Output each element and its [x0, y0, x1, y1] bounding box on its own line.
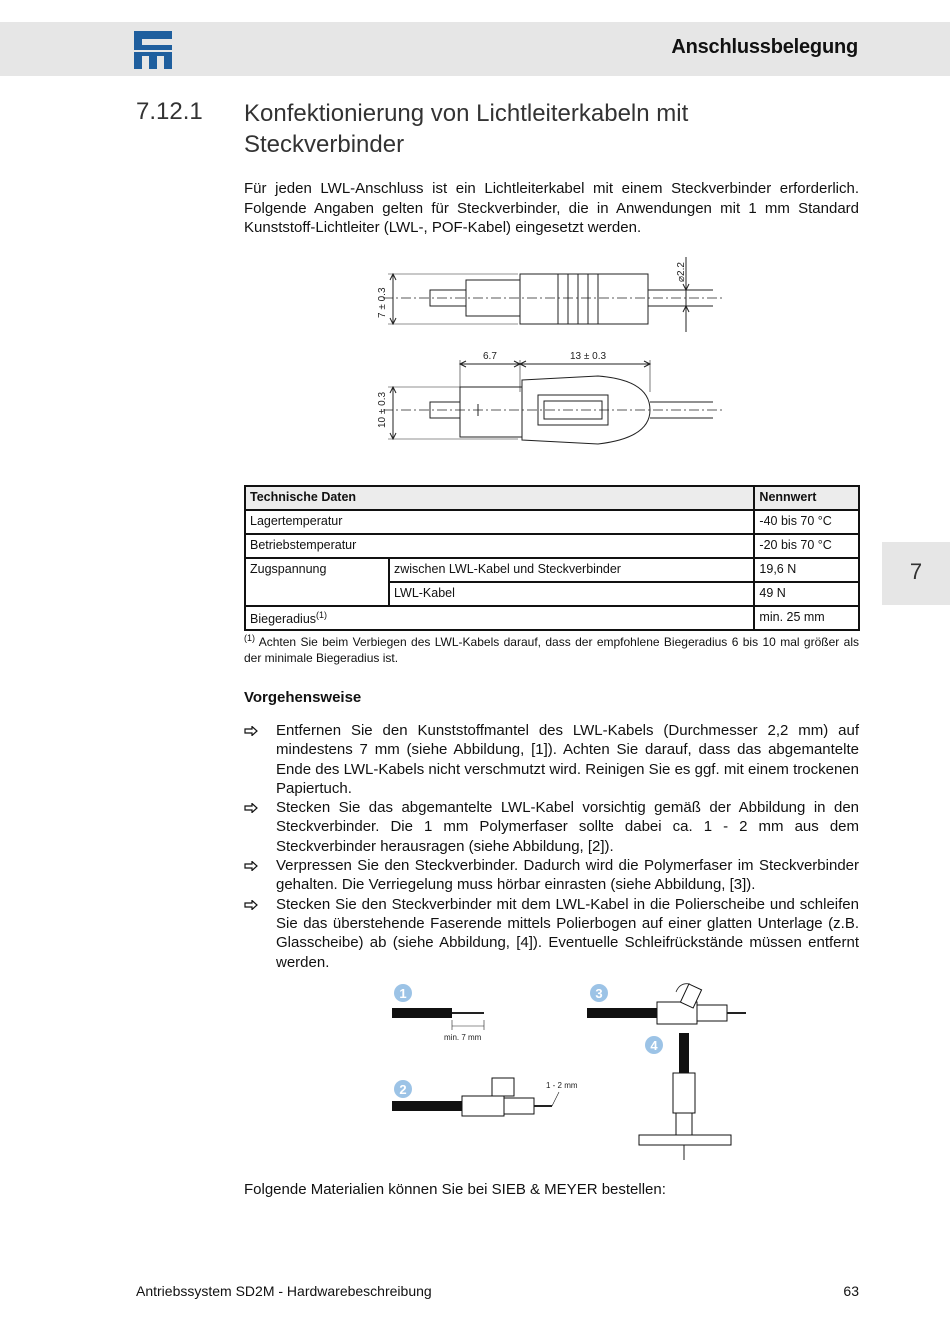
table-row — [245, 558, 859, 582]
dim-height-top: 7 ± 0.3 — [377, 287, 388, 318]
dim-length-b: 13 ± 0.3 — [570, 351, 607, 362]
header-nominal-value: Nennwert — [754, 486, 859, 510]
arrow-right-icon — [244, 900, 258, 910]
row-label-cell — [245, 606, 754, 630]
technical-data-table — [244, 485, 860, 631]
table-row — [245, 510, 859, 534]
step-text: Stecken Sie das abgemantelte LWL-Kabel vorsichtig gemäß der Abbildung in den Steckverbinder. Die 1 mm Polymerfaser sollte dabei ca. 1 - 2 mm aus dem Steckverbinder herausragen (siehe Abbildung, [2]). — [276, 799, 859, 855]
row-sublabel: LWL-Kabel — [389, 582, 754, 606]
step-text: Verpressen Sie den Steckverbinder. Dadurch wird die Polymerfaser im Steckverbinder gehalten. Die Verriegelung muss hörbar einrasten (siehe Abbildung, [3]). — [276, 857, 859, 894]
row-label: Lagertemperatur — [245, 510, 754, 534]
label-min-length: min. 7 mm — [444, 1033, 482, 1042]
procedure-heading: Vorgehensweise — [244, 689, 362, 706]
procedure-steps — [244, 721, 859, 972]
footnote-ref: (1) — [316, 610, 328, 620]
table-row — [245, 606, 859, 630]
row-value: -40 bis 70 °C — [754, 510, 859, 534]
intro-paragraph: Für jeden LWL-Anschluss ist ein Lichtleiterkabel mit einem Steckverbinder erforderlich. Folgende Angaben gelten für Steckverbinder, die in Anwendungen mit 1 mm Standard Kunststoff-Lichtleiter (LWL-, POF-Kabel) eingesetzt werden. — [244, 180, 859, 236]
badge-step-2: 2 — [399, 1082, 407, 1097]
row-sublabel: zwischen LWL-Kabel und Steckverbinder — [389, 558, 754, 582]
row-label: Zugspannung — [245, 558, 389, 606]
table-footnote — [244, 631, 859, 666]
row-label: Betriebstemperatur — [245, 534, 754, 558]
section-title: Konfektionierung von Lichtleiterkabeln mit Steckverbinder — [244, 100, 689, 158]
row-value: 49 N — [754, 582, 859, 606]
company-logo — [134, 31, 172, 69]
list-item — [244, 856, 859, 895]
badge-step-1: 1 — [399, 986, 407, 1001]
footer-page-number: 63 — [843, 1283, 859, 1299]
step-text: Entfernen Sie den Kunststoffmantel des LWL-Kabels (Durchmesser 2,2 mm) auf mindestens 7 mm (siehe Abbildung, [1]). Achten Sie darauf, dass das abgemantelte Ende des LWL-Kabels nicht verschmutzt wird. Reinigen Sie es ggf. mit einem trockenen Papiertuch. — [276, 722, 859, 797]
row-value: 19,6 N — [754, 558, 859, 582]
arrow-right-icon — [244, 861, 258, 871]
badge-step-3: 3 — [595, 986, 603, 1001]
footnote-mark: (1) — [244, 633, 255, 643]
row-value: min. 25 mm — [754, 606, 859, 630]
chapter-number: 7 — [909, 559, 923, 584]
table-header-row — [245, 486, 859, 510]
list-item — [244, 895, 859, 972]
header-technical-data: Technische Daten — [245, 486, 754, 510]
arrow-right-icon — [244, 726, 258, 736]
assembly-steps-illustration — [384, 978, 752, 1163]
section-number: 7.12.1 — [136, 98, 203, 125]
arrow-right-icon — [244, 803, 258, 813]
connector-dimension-drawing — [368, 252, 736, 458]
dim-height-bottom: 10 ± 0.3 — [377, 391, 388, 428]
list-item — [244, 798, 859, 856]
dim-length-a: 6.7 — [483, 351, 497, 362]
step-text: Stecken Sie den Steckverbinder mit dem LWL-Kabel in die Polierscheibe und schleifen Sie das überstehende Faserende mittels Polierbogen auf einer glatten Unterlage (z.B. Glasscheibe) ab (siehe Abbildung, [4]). Eventuelle Schleifrückstände müssen entfernt werden. — [276, 895, 859, 971]
label-fiber-protrusion: 1 - 2 mm — [546, 1081, 578, 1090]
header-title: Anschlussbelegung — [671, 36, 858, 58]
chapter-tab — [882, 542, 950, 605]
list-item — [244, 721, 859, 798]
row-label: Biegeradius — [250, 612, 317, 627]
dim-diameter: ⌀2.2 — [676, 262, 687, 282]
badge-step-4: 4 — [650, 1038, 658, 1053]
closing-paragraph: Folgende Materialien können Sie bei SIEB & MEYER bestellen: — [244, 1181, 666, 1198]
footnote-text: Achten Sie beim Verbiegen des LWL-Kabels darauf, dass der empfohlene Biegeradius 6 bis 10 mal größer als der minimale Biegeradius ist. — [244, 635, 859, 665]
footer-document-title: Antriebssystem SD2M - Hardwarebeschreibung — [136, 1283, 432, 1299]
table-row — [245, 534, 859, 558]
row-value: -20 bis 70 °C — [754, 534, 859, 558]
